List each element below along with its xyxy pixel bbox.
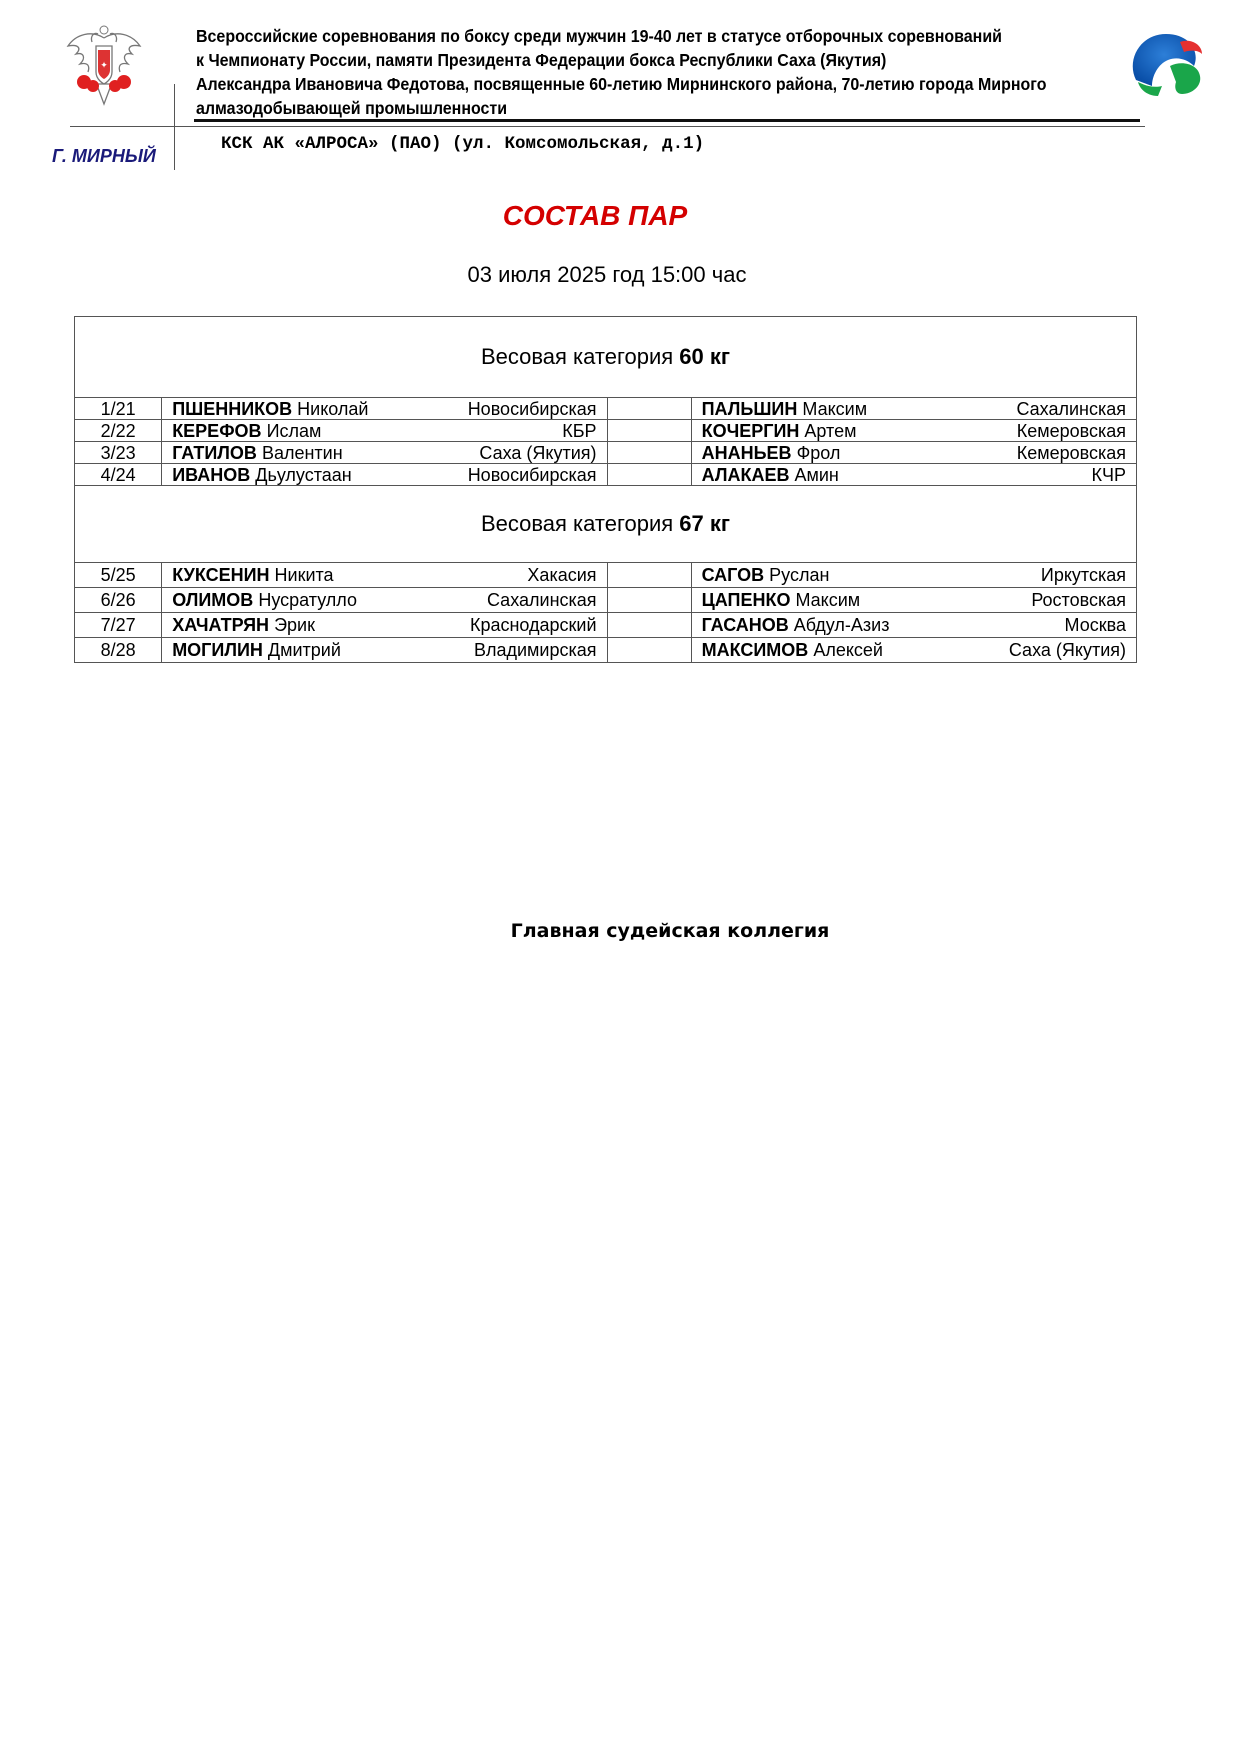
boxer-region: Хакасия (527, 565, 597, 585)
boxer-name (172, 465, 352, 485)
bout-result-cell (607, 420, 691, 442)
boxer-name (172, 399, 368, 419)
boxer-name (702, 465, 839, 485)
boxer-cell (691, 613, 1136, 638)
bout-result-cell (607, 398, 691, 420)
boxer-cell (691, 588, 1136, 613)
boxer-cell (691, 464, 1136, 486)
boxer-region: Сахалинская (486, 590, 597, 610)
boxer-surname: КЕРЕФОВ (172, 420, 262, 441)
boxer-firstname: Артем (804, 420, 857, 441)
bout-row (75, 464, 1137, 486)
event-date: 03 июля 2025 год 15:00 час (467, 262, 747, 287)
bout-result-cell (607, 442, 691, 464)
boxer-firstname: Никита (274, 565, 334, 585)
boxer-region: Саха (Якутия) (479, 442, 597, 463)
boxer-surname: САГОВ (701, 565, 765, 585)
bout-row (75, 638, 1137, 663)
bout-row (75, 442, 1137, 464)
bout-result-cell (607, 638, 691, 663)
boxer-region: КБР (562, 420, 597, 441)
boxer-name (702, 421, 857, 441)
boxer-surname: ГАТИЛОВ (172, 442, 257, 463)
bout-result-cell (607, 613, 691, 638)
boxer-region: Москва (1064, 615, 1126, 635)
boxer-surname: МАКСИМОВ (701, 640, 809, 660)
boxer-cell (691, 638, 1136, 663)
bout-number: 7/27 (75, 613, 162, 638)
boxer-region: КЧР (1091, 464, 1126, 485)
boxer-firstname: Максим (802, 398, 868, 419)
boxer-cell (162, 613, 607, 638)
bout-row (75, 588, 1137, 613)
boxer-cell (162, 420, 607, 442)
boxer-region: Ростовская (1031, 590, 1126, 610)
weight-category-header (75, 486, 1137, 563)
category-prefix: Весовая категория (480, 511, 674, 536)
boxer-firstname: Алексей (813, 640, 883, 660)
boxer-surname: АЛАКАЕВ (701, 464, 790, 485)
boxer-region: Владимирская (473, 640, 597, 660)
bout-number: 4/24 (75, 464, 162, 486)
boxer-name (702, 640, 883, 660)
boxer-firstname: Валентин (261, 442, 343, 463)
boxer-cell (162, 464, 607, 486)
boxer-name (702, 565, 830, 585)
event-header (196, 24, 1089, 120)
svg-text:✦: ✦ (100, 61, 108, 71)
boxer-surname: ЦАПЕНКО (701, 590, 791, 610)
weight-category-row (75, 486, 1137, 563)
boxer-firstname: Максим (795, 590, 861, 610)
header-line: Александра Ивановича Федотова, посвященные 60-летию Мирнинского района, 70-летию города Мирного (196, 74, 1047, 94)
boxer-name (702, 399, 867, 419)
boxer-surname: ГАСАНОВ (701, 615, 789, 635)
boxer-firstname: Ислам (266, 420, 322, 441)
boxer-name (172, 615, 315, 635)
header-line: к Чемпионату России, памяти Президента Федерации бокса Республики Саха (Якутия) (196, 50, 887, 70)
city-label: Г. МИРНЫЙ (52, 146, 156, 166)
boxer-cell (162, 588, 607, 613)
boxer-firstname: Амин (794, 464, 839, 485)
boxer-cell (691, 398, 1136, 420)
page-title: СОСТАВ ПАР (502, 200, 688, 231)
boxer-firstname: Николай (297, 398, 369, 419)
boxer-name (172, 421, 321, 441)
header-rule-thin (70, 126, 1145, 127)
boxer-surname: ПАЛЬШИН (701, 398, 798, 419)
boxer-surname: КУКСЕНИН (172, 565, 270, 585)
boxer-cell (162, 442, 607, 464)
boxer-region: Краснодарский (469, 615, 597, 635)
boxer-surname: ИВАНОВ (172, 464, 251, 485)
bout-row (75, 563, 1137, 588)
bout-result-cell (607, 563, 691, 588)
boxer-region: Новосибирская (467, 464, 597, 485)
boxer-region: Саха (Якутия) (1008, 640, 1126, 660)
bout-number: 1/21 (75, 398, 162, 420)
boxer-region: Кемеровская (1016, 442, 1126, 463)
header-divider (174, 84, 175, 170)
boxer-region: Кемеровская (1016, 420, 1126, 441)
weight-category-header (75, 317, 1137, 398)
bout-result-cell (607, 588, 691, 613)
boxer-firstname: Руслан (769, 565, 830, 585)
boxer-name (172, 443, 342, 463)
venue-address: КСК АК «АЛРОСА» (ПАО) (ул. Комсомольская, д.1) (221, 134, 705, 154)
category-weight: 67 кг (679, 511, 731, 536)
boxer-name (172, 565, 333, 585)
boxer-firstname: Дмитрий (267, 640, 341, 660)
header-line: Всероссийские соревнования по боксу среди мужчин 19-40 лет в статусе отборочных соревнований (196, 26, 1003, 46)
boxing-federation-logo-icon (1118, 20, 1214, 106)
boxer-name (172, 590, 357, 610)
bout-number: 3/23 (75, 442, 162, 464)
category-weight: 60 кг (679, 344, 731, 369)
boxer-name (702, 590, 861, 610)
boxer-surname: АНАНЬЕВ (701, 442, 792, 463)
boxer-cell (691, 420, 1136, 442)
boxer-name (172, 640, 341, 660)
boxer-surname: МОГИЛИН (172, 640, 263, 660)
bout-result-cell (607, 464, 691, 486)
bout-number: 8/28 (75, 638, 162, 663)
pairs-table (74, 316, 1137, 663)
boxer-firstname: Эрик (274, 615, 315, 635)
boxer-firstname: Нусратулло (258, 590, 358, 610)
boxer-surname: КОЧЕРГИН (701, 420, 800, 441)
bout-number: 5/25 (75, 563, 162, 588)
boxer-cell (162, 398, 607, 420)
boxer-name (702, 615, 890, 635)
boxer-name (702, 443, 841, 463)
ministry-emblem-icon (62, 24, 146, 110)
boxer-firstname: Абдул-Азиз (793, 615, 890, 635)
boxer-firstname: Дьулустаан (255, 464, 352, 485)
category-prefix: Весовая категория (480, 344, 674, 369)
boxer-surname: ОЛИМОВ (172, 590, 254, 610)
chief-judges-label: Главная судейская коллегия (510, 920, 830, 942)
boxer-surname: ПШЕННИКОВ (172, 398, 293, 419)
bout-number: 6/26 (75, 588, 162, 613)
bout-row (75, 420, 1137, 442)
boxer-cell (691, 563, 1136, 588)
boxer-cell (162, 638, 607, 663)
bout-number: 2/22 (75, 420, 162, 442)
header-line: алмазодобывающей промышленности (196, 98, 508, 118)
bout-row (75, 398, 1137, 420)
boxer-cell (162, 563, 607, 588)
weight-category-row (75, 317, 1137, 398)
header-rule (194, 119, 1140, 122)
boxer-surname: ХАЧАТРЯН (172, 615, 270, 635)
boxer-firstname: Фрол (796, 442, 841, 463)
boxer-region: Иркутская (1040, 565, 1126, 585)
bout-row (75, 613, 1137, 638)
boxer-region: Сахалинская (1016, 398, 1126, 419)
boxer-cell (691, 442, 1136, 464)
boxer-region: Новосибирская (467, 398, 597, 419)
